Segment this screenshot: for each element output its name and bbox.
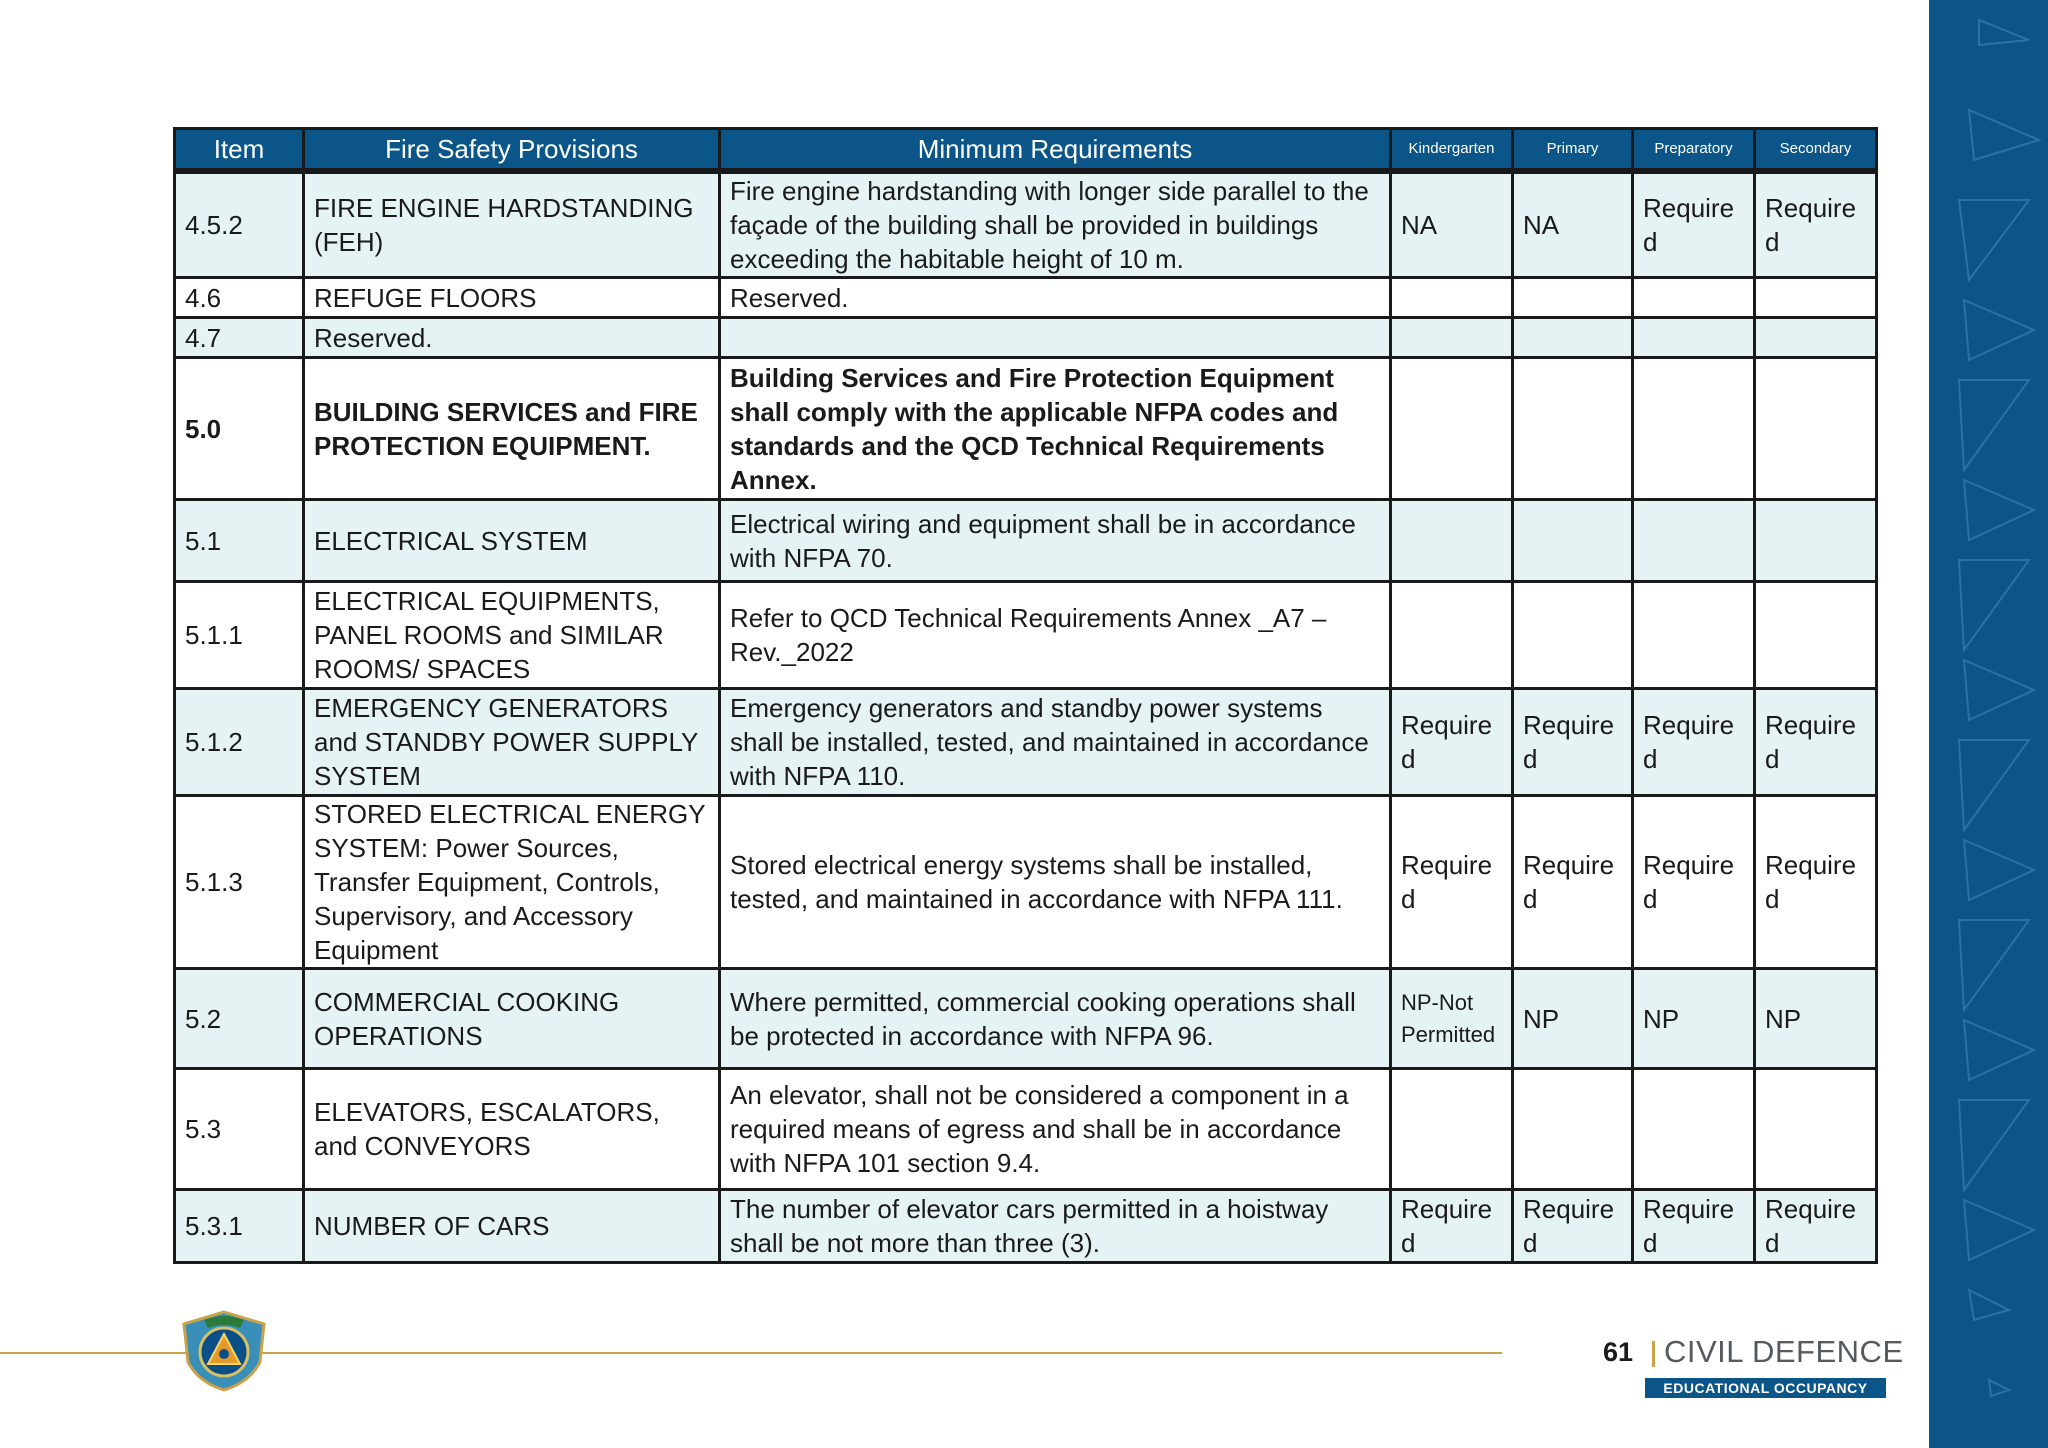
cell-preparatory: Required <box>1633 796 1755 969</box>
cell-preparatory: Required <box>1633 1190 1755 1263</box>
cell-preparatory <box>1633 318 1755 358</box>
cell-secondary: Required <box>1755 796 1877 969</box>
cell-secondary: Required <box>1755 689 1877 796</box>
cell-kindergarten <box>1391 278 1513 318</box>
cell-provision: ELECTRICAL EQUIPMENTS, PANEL ROOMS and SIMILAR ROOMS/ SPACES <box>304 582 720 689</box>
table-row <box>175 278 1877 318</box>
cell-preparatory <box>1633 358 1755 500</box>
footer-title: CIVIL DEFENCE <box>1664 1334 1904 1369</box>
cell-secondary: Required <box>1755 1190 1877 1263</box>
fire-safety-provisions-table <box>173 127 1878 1264</box>
cell-item: 5.3 <box>175 1069 304 1190</box>
cell-requirement: Electrical wiring and equipment shall be in accordance with NFPA 70. <box>720 500 1391 582</box>
cell-provision: ELEVATORS, ESCALATORS, and CONVEYORS <box>304 1069 720 1190</box>
cell-requirement: Fire engine hardstanding with longer side parallel to the façade of the building shall be provided in buildings exceeding the habitable height of 10 m. <box>720 171 1391 278</box>
civil-defence-crest-logo <box>180 1310 268 1392</box>
cell-preparatory <box>1633 500 1755 582</box>
cell-preparatory <box>1633 278 1755 318</box>
cell-preparatory: Required <box>1633 689 1755 796</box>
cell-provision: Reserved. <box>304 318 720 358</box>
cell-item: 5.1.1 <box>175 582 304 689</box>
cell-kindergarten: Required <box>1391 1190 1513 1263</box>
cell-preparatory: Required <box>1633 171 1755 278</box>
cell-provision: NUMBER OF CARS <box>304 1190 720 1263</box>
cell-secondary: Required <box>1755 171 1877 278</box>
cell-kindergarten <box>1391 500 1513 582</box>
cell-requirement: Stored electrical energy systems shall be installed, tested, and maintained in accordance with NFPA 111. <box>720 796 1391 969</box>
cell-item: 5.1 <box>175 500 304 582</box>
cell-secondary <box>1755 582 1877 689</box>
cell-secondary <box>1755 278 1877 318</box>
cell-requirement <box>720 318 1391 358</box>
cell-primary: Required <box>1513 796 1633 969</box>
cell-requirement: Emergency generators and standby power systems shall be installed, tested, and maintained in accordance with NFPA 110. <box>720 689 1391 796</box>
cell-kindergarten <box>1391 582 1513 689</box>
cell-provision: COMMERCIAL COOKING OPERATIONS <box>304 969 720 1069</box>
table-row <box>175 582 1877 689</box>
cell-primary <box>1513 318 1633 358</box>
cell-item: 5.1.3 <box>175 796 304 969</box>
page-number: 61 <box>1603 1337 1634 1367</box>
header-fire-safety-provisions: Fire Safety Provisions <box>304 129 720 172</box>
table-row <box>175 318 1877 358</box>
cell-secondary: NP <box>1755 969 1877 1069</box>
table-row <box>175 689 1877 796</box>
cell-primary: Required <box>1513 1190 1633 1263</box>
cell-secondary <box>1755 318 1877 358</box>
cell-kindergarten: NP-Not Permitted <box>1391 969 1513 1069</box>
cell-requirement: Reserved. <box>720 278 1391 318</box>
cell-primary <box>1513 582 1633 689</box>
header-minimum-requirements: Minimum Requirements <box>720 129 1391 172</box>
cell-item: 5.2 <box>175 969 304 1069</box>
cell-preparatory: NP <box>1633 969 1755 1069</box>
header-primary: Primary <box>1513 129 1633 172</box>
cell-primary <box>1513 500 1633 582</box>
cell-requirement: Building Services and Fire Protection Equipment shall comply with the applicable NFPA codes and standards and the QCD Technical Requirements Annex. <box>720 358 1391 500</box>
cell-primary <box>1513 1069 1633 1190</box>
cell-item: 4.6 <box>175 278 304 318</box>
table-row <box>175 358 1877 500</box>
table-row <box>175 796 1877 969</box>
table-row <box>175 1069 1877 1190</box>
table-row <box>175 1190 1877 1263</box>
cell-kindergarten <box>1391 358 1513 500</box>
cell-provision: STORED ELECTRICAL ENERGY SYSTEM: Power Sources, Transfer Equipment, Controls, Supervisory, and Accessory Equipment <box>304 796 720 969</box>
table-row <box>175 969 1877 1069</box>
cell-item: 5.3.1 <box>175 1190 304 1263</box>
cell-primary <box>1513 358 1633 500</box>
footer-separator <box>1652 1341 1655 1367</box>
cell-provision: REFUGE FLOORS <box>304 278 720 318</box>
cell-secondary <box>1755 358 1877 500</box>
table-header-row <box>175 129 1877 172</box>
cell-requirement: Where permitted, commercial cooking operations shall be protected in accordance with NFPA 96. <box>720 969 1391 1069</box>
header-kindergarten: Kindergarten <box>1391 129 1513 172</box>
cell-primary: NP <box>1513 969 1633 1069</box>
cell-primary: NA <box>1513 171 1633 278</box>
cell-item: 5.1.2 <box>175 689 304 796</box>
cell-item: 5.0 <box>175 358 304 500</box>
header-preparatory: Preparatory <box>1633 129 1755 172</box>
cell-provision: FIRE ENGINE HARDSTANDING (FEH) <box>304 171 720 278</box>
table-row <box>175 500 1877 582</box>
cell-kindergarten <box>1391 318 1513 358</box>
cell-provision: EMERGENCY GENERATORS and STANDBY POWER SUPPLY SYSTEM <box>304 689 720 796</box>
cell-requirement: An elevator, shall not be considered a component in a required means of egress and shall be in accordance with NFPA 101 section 9.4. <box>720 1069 1391 1190</box>
cell-provision: BUILDING SERVICES and FIRE PROTECTION EQUIPMENT. <box>304 358 720 500</box>
header-item: Item <box>175 129 304 172</box>
cell-provision: ELECTRICAL SYSTEM <box>304 500 720 582</box>
cell-kindergarten: NA <box>1391 171 1513 278</box>
cell-requirement: Refer to QCD Technical Requirements Annex _A7 – Rev._2022 <box>720 582 1391 689</box>
cell-item: 4.7 <box>175 318 304 358</box>
cell-secondary <box>1755 500 1877 582</box>
footer-subtitle: EDUCATIONAL OCCUPANCY <box>1645 1378 1886 1398</box>
table-row <box>175 171 1877 278</box>
cell-item: 4.5.2 <box>175 171 304 278</box>
cell-primary <box>1513 278 1633 318</box>
cell-requirement: The number of elevator cars permitted in a hoistway shall be not more than three (3). <box>720 1190 1391 1263</box>
side-decorative-band <box>1929 0 2048 1448</box>
cell-primary: Required <box>1513 689 1633 796</box>
cell-kindergarten <box>1391 1069 1513 1190</box>
header-secondary: Secondary <box>1755 129 1877 172</box>
cell-kindergarten: Required <box>1391 689 1513 796</box>
cell-preparatory <box>1633 1069 1755 1190</box>
cell-secondary <box>1755 1069 1877 1190</box>
cell-kindergarten: Required <box>1391 796 1513 969</box>
cell-preparatory <box>1633 582 1755 689</box>
